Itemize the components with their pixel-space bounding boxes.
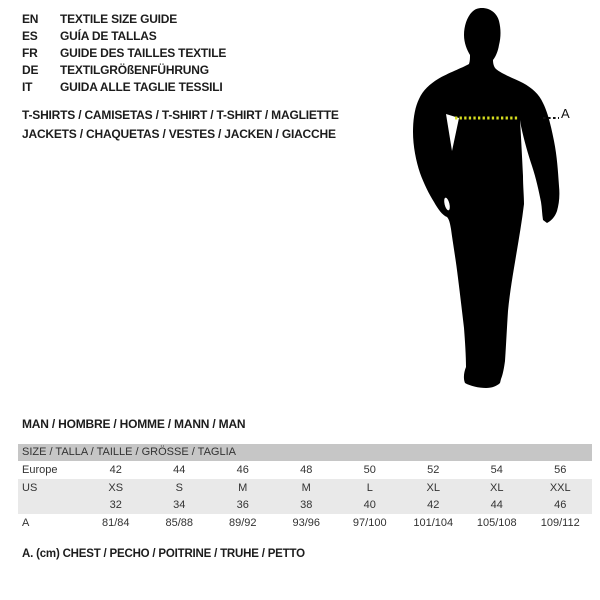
language-guide-list [22,11,226,96]
language-code: FR [22,46,38,60]
size-table [18,444,592,533]
table-cell: 101/104 [413,517,454,529]
measure-label-a: A [561,106,570,121]
table-cell: 85/88 [165,517,194,529]
language-code: ES [22,29,38,43]
guide-title: TEXTILGRÖßENFÜHRUNG [60,63,209,77]
table-row-us [18,479,592,497]
language-code: DE [22,63,39,77]
table-row-europe [18,461,592,479]
table-cell: M [238,482,248,494]
category-line-tshirts: T-SHIRTS / CAMISETAS / T-SHIRT / T-SHIRT / MAGLIETTE [22,108,339,122]
size-table-header: SIZE / TALLA / TAILLE / GRÖSSE / TAGLIA [18,444,592,461]
table-cell: 93/96 [292,517,321,529]
table-cell: 42 [427,499,440,511]
table-cell: 40 [363,499,376,511]
list-item [22,11,226,28]
table-cell: 34 [173,499,186,511]
table-cell: 109/112 [540,517,580,529]
table-cell: XXL [549,482,571,494]
table-row-numeric [18,497,592,514]
man-silhouette-icon [400,5,580,395]
list-item [22,28,226,45]
table-cell: L [366,482,373,494]
guide-title: TEXTILE SIZE GUIDE [60,12,178,26]
table-cell: 50 [363,464,376,476]
guide-title: GUÍA DE TALLAS [60,29,157,43]
language-code: EN [22,12,39,26]
table-cell: 44 [173,464,186,476]
table-cell: 42 [109,464,122,476]
table-cell: 38 [300,499,313,511]
list-item [22,45,226,62]
table-cell: 81/84 [101,517,130,529]
table-cell: XL [490,482,504,494]
table-cell: 105/108 [476,517,517,529]
table-cell: 89/92 [228,517,257,529]
row-label: US [22,482,38,494]
language-code: IT [22,80,33,94]
man-silhouette-figure [400,5,580,395]
table-cell: 46 [554,499,567,511]
guide-title: GUIDE DES TAILLES TEXTILE [60,46,227,60]
table-cell: 48 [300,464,313,476]
table-cell: 52 [427,464,440,476]
table-cell: XL [426,482,440,494]
table-cell: 56 [554,464,567,476]
measurement-footnote: A. (cm) CHEST / PECHO / POITRINE / TRUHE / PETTO [22,548,305,560]
table-cell: 54 [490,464,503,476]
list-item [22,79,226,96]
row-label: A [22,517,30,529]
table-cell: 46 [236,464,249,476]
table-cell: XS [108,482,124,494]
section-heading-man: MAN / HOMBRE / HOMME / MANN / MAN [22,417,246,431]
row-label [18,497,84,514]
table-row-chest-cm [18,514,592,533]
table-cell: 97/100 [352,517,387,529]
table-cell: 36 [236,499,249,511]
category-line-jackets: JACKETS / CHAQUETAS / VESTES / JACKEN / GIACCHE [22,126,336,141]
table-cell: M [301,482,311,494]
list-item [22,62,226,79]
table-cell: S [175,482,183,494]
row-label: Europe [22,464,58,476]
table-cell: 44 [490,499,503,511]
garment-categories [22,106,339,143]
table-cell: 32 [109,499,122,511]
guide-title: GUIDA ALLE TAGLIE TESSILI [60,80,223,94]
